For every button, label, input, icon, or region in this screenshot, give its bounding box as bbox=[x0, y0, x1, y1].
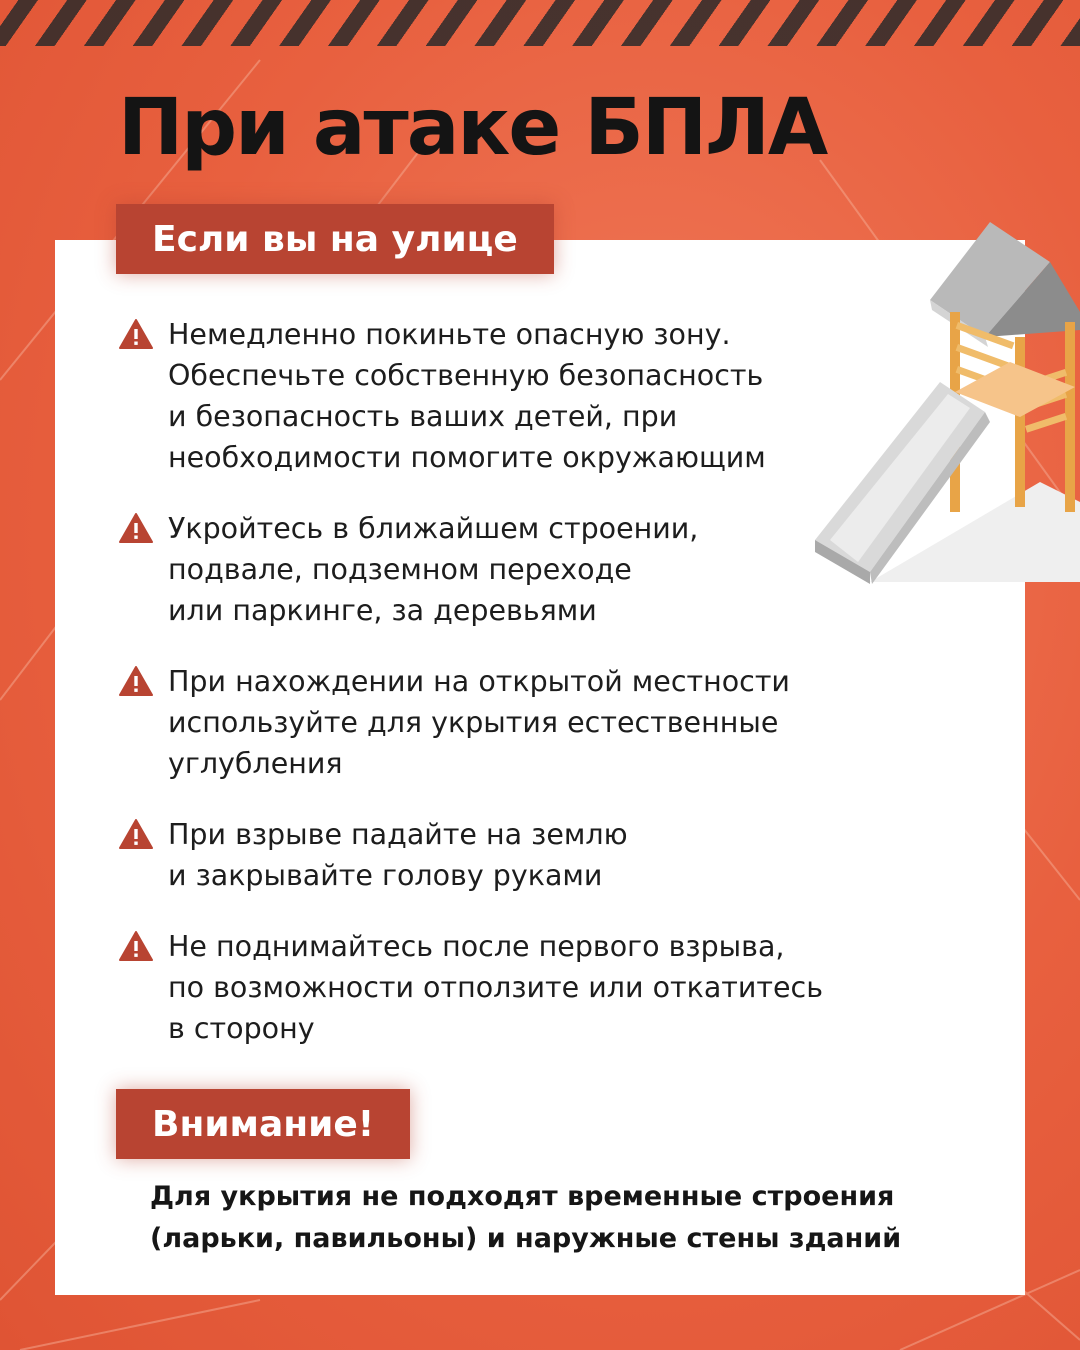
warning-icon bbox=[118, 512, 154, 544]
tip-text: При нахождении на открытой местности используйте для укрытия естественные углубления bbox=[168, 665, 790, 780]
tip-text: Немедленно покиньте опасную зону. Обеспечьте собственную безопасность и безопасность ваших детей, при необходимости помогите окружающим bbox=[168, 318, 766, 474]
list-item bbox=[118, 926, 898, 1049]
warning-icon bbox=[118, 665, 154, 697]
section-label: Если вы на улице bbox=[116, 204, 554, 274]
warning-icon bbox=[118, 818, 154, 850]
list-item bbox=[118, 814, 898, 896]
list-item bbox=[118, 661, 898, 784]
list-item bbox=[118, 508, 898, 631]
tip-text: Укройтесь в ближайшем строении, подвале, подземном переходе или паркинге, за деревьями bbox=[168, 512, 699, 627]
tips-list bbox=[118, 314, 898, 1079]
page-title: При атаке БПЛА bbox=[118, 83, 827, 173]
tip-text: При взрыве падайте на землю и закрывайте голову руками bbox=[168, 818, 628, 892]
warning-icon bbox=[118, 930, 154, 962]
list-item bbox=[118, 314, 898, 478]
tip-text: Не поднимайтесь после первого взрыва, по возможности отползите или откатитесь в сторону bbox=[168, 930, 824, 1045]
attention-label: Внимание! bbox=[116, 1089, 410, 1159]
attention-note: Для укрытия не подходят временные строения (ларьки, павильоны) и наружные стены зданий bbox=[150, 1181, 902, 1254]
warning-icon bbox=[118, 318, 154, 350]
